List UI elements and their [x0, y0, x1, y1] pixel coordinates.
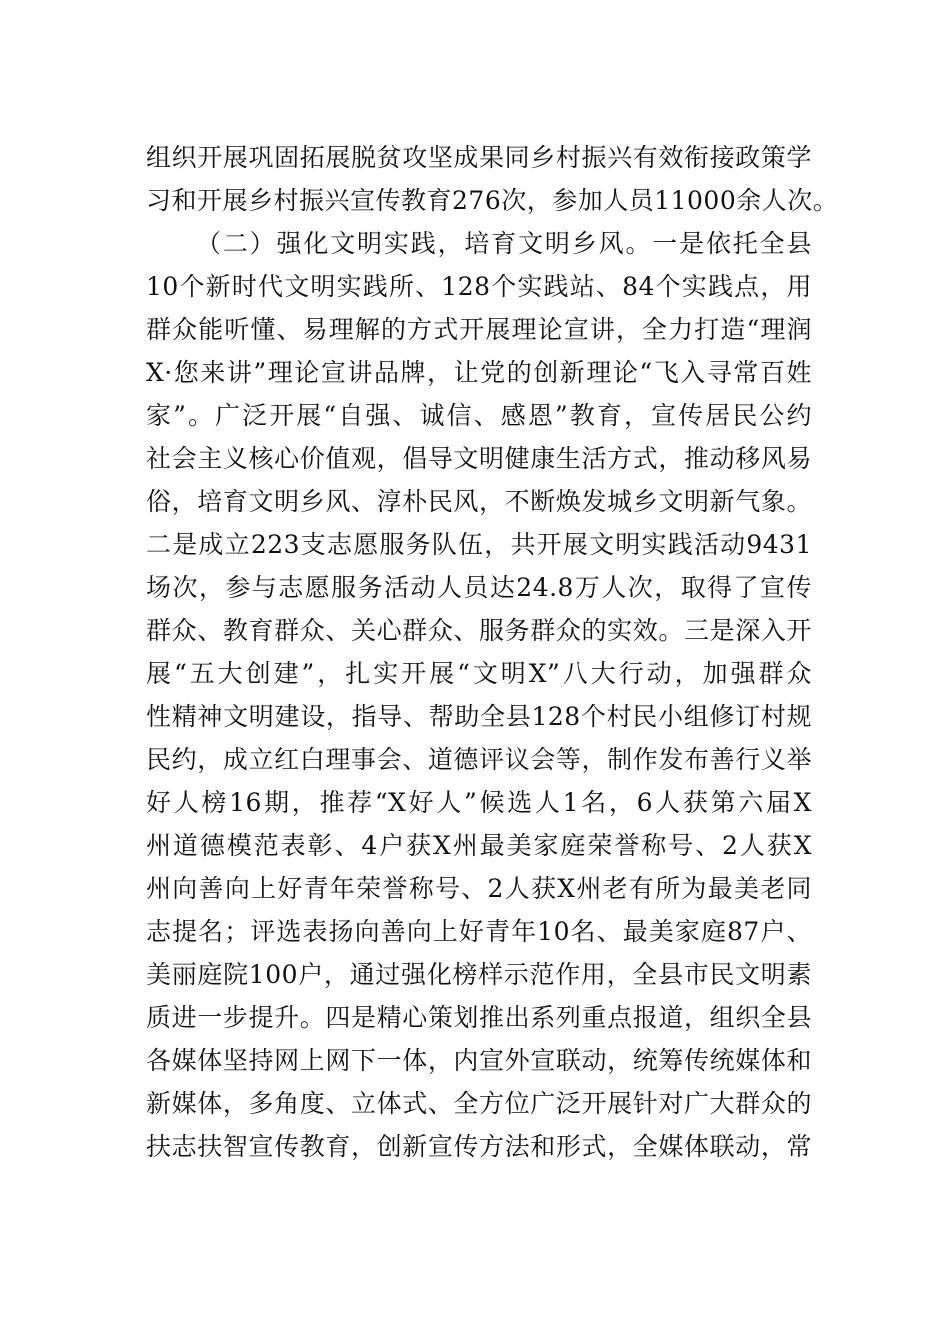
text-line: 志提名；评选表扬向善向上好青年10名、最美家庭87户、 [146, 917, 812, 946]
text-line: 展“五大创建”，扎实开展“文明X”八大行动，加强群众 [146, 659, 812, 688]
body-text [146, 136, 839, 1168]
text-line: 俗，培育文明乡风、淳朴民风，不断焕发城乡文明新气象。 [146, 487, 812, 516]
text-line: 10个新时代文明实践所、128个实践站、84个实践点，用 [146, 272, 812, 301]
text-line: 二是成立223支志愿服务队伍，共开展文明实践活动9431 [146, 530, 812, 559]
section-heading-line: （二）强化文明实践，培育文明乡风。一是依托全县 [196, 229, 812, 258]
text-line: X·您来讲”理论宣讲品牌，让党的创新理论“飞入寻常百姓 [146, 358, 812, 387]
text-line: 性精神文明建设，指导、帮助全县128个村民小组修订村规 [146, 702, 812, 731]
text-line: 场次，参与志愿服务活动人员达24.8万人次，取得了宣传 [146, 573, 812, 602]
text-line: 群众能听懂、易理解的方式开展理论宣讲，全力打造“理润 [146, 315, 812, 344]
text-line: 美丽庭院100户，通过强化榜样示范作用，全县市民文明素 [146, 960, 812, 989]
text-line: 民约，成立红白理事会、道德评议会等，制作发布善行义举 [146, 745, 812, 774]
text-line: 家”。广泛开展“自强、诚信、感恩”教育，宣传居民公约 [146, 401, 812, 430]
text-line: 群众、教育群众、关心群众、服务群众的实效。三是深入开 [146, 616, 812, 645]
text-line: 社会主义核心价值观，倡导文明健康生活方式，推动移风易 [146, 444, 812, 473]
text-line: 质进一步提升。四是精心策划推出系列重点报道，组织全县 [146, 1003, 812, 1032]
text-line: 好人榜16期，推荐“X好人”候选人1名，6人获第六届X [146, 788, 812, 817]
text-line: 各媒体坚持网上网下一体，内宣外宣联动，统筹传统媒体和 [146, 1046, 812, 1075]
text-line: 习和开展乡村振兴宣传教育276次，参加人员11000余人次。 [146, 186, 839, 215]
text-line: 州向善向上好青年荣誉称号、2人获X州老有所为最美老同 [146, 874, 812, 903]
text-line: 组织开展巩固拓展脱贫攻坚成果同乡村振兴有效衔接政策学 [146, 143, 812, 172]
text-line: 扶志扶智宣传教育，创新宣传方法和形式，全媒体联动，常 [146, 1132, 812, 1161]
text-line: 州道德模范表彰、4户获X州最美家庭荣誉称号、2人获X [146, 831, 812, 860]
text-line: 新媒体，多角度、立体式、全方位广泛开展针对广大群众的 [146, 1089, 812, 1118]
